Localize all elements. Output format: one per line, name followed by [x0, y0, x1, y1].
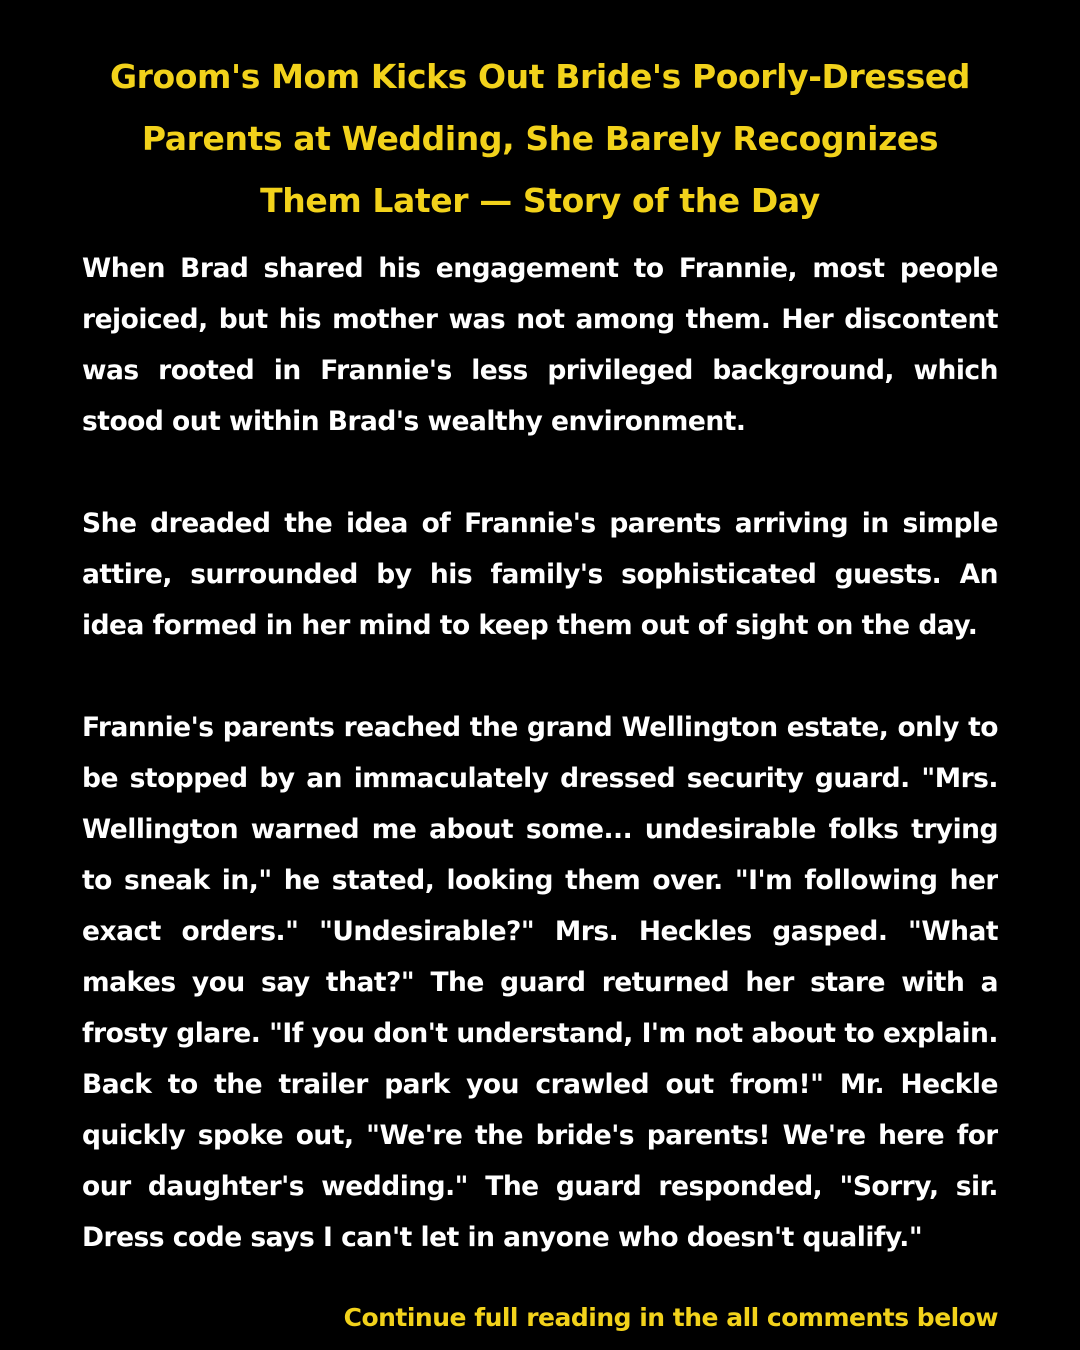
story-paragraph: Frannie's parents reached the grand Wellington estate, only to be stopped by an immaculately dressed security guard. "Mrs. Wellington warned me about some... undesirable folks trying to sneak in," he stated, looking them over. "I'm following her exact orders." "Undesirable?" Mrs. Heckles gasped. "What makes you say that?" The guard returned her stare with a frosty glare. "If you don't understand, I'm not about to explain. Back to the trailer park you crawled out from!" Mr. Heckle quickly spoke out, "We're the bride's parents! We're here for our daughter's wedding." The guard responded, "Sorry, sir. Dress code says I can't let in anyone who doesn't qualify."	[82, 712, 998, 1253]
story-body	[82, 243, 998, 1293]
story-title: Groom's Mom Kicks Out Bride's Poorly-Dressed Parents at Wedding, She Barely Recognizes Them Later — Story of the Day	[109, 57, 971, 220]
story-paragraph: When Brad shared his engagement to Frannie, most people rejoiced, but his mother was not among them. Her discontent was rooted in Frannie's less privileged background, which stood out within Brad's wealthy environment.	[82, 253, 998, 437]
continue-reading-prompt: Continue full reading in the all comments below	[343, 1303, 998, 1332]
story-text	[82, 243, 998, 1263]
story-paragraph: She dreaded the idea of Frannie's parents arriving in simple attire, surrounded by his family's sophisticated guests. An idea formed in her mind to keep them out of sight on the day.	[82, 508, 998, 641]
